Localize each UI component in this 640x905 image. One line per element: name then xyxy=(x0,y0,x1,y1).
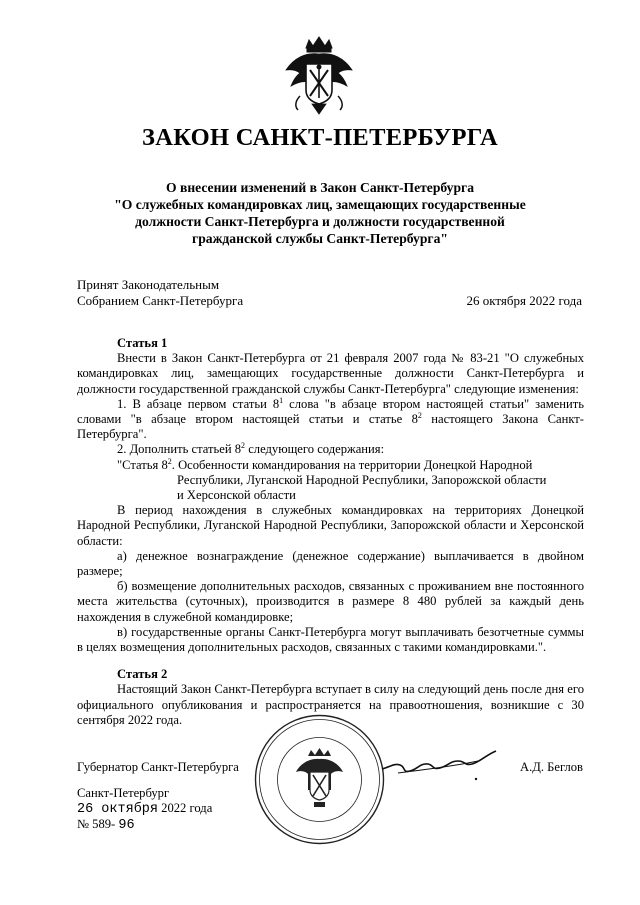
governor-name: А.Д. Беглов xyxy=(520,760,584,774)
subtitle-line: О внесении изменений в Закон Санкт-Петербурга xyxy=(166,180,474,195)
law-number: № 589- 96 xyxy=(77,817,135,833)
adoption-note xyxy=(77,277,377,309)
law-body xyxy=(77,336,584,728)
signing-date: 26 октября 2022 года xyxy=(77,801,213,817)
adoption-line: Принят Законодательным xyxy=(77,277,220,292)
subtitle-line: должности Санкт-Петербурга и должности государственной xyxy=(135,214,505,229)
signing-city: Санкт-Петербург xyxy=(77,786,170,800)
new-article-heading: "Статья $8^2$. Особенности командирования на территории Донецкой Народной xyxy=(117,456,533,472)
signing-block xyxy=(77,786,212,833)
article-1-item-1: 1. В абзаце первом статьи $8^1$ слова "в абзаце втором настоящей статьи" заменить словами "в абзаце втором настоящей статьи и статье $8^2$ настоящего Закона Санкт-Петербурга". xyxy=(77,395,584,442)
coat-of-arms-emblem xyxy=(276,34,362,120)
law-subtitle xyxy=(90,179,550,247)
new-article-item-b: б) возмещение дополнительных расходов, связанных с проживанием вне постоянного места жительства (суточных), производится в размере 8 480 рублей за каждый день нахождения в служебной командировке; xyxy=(77,579,584,624)
article-1-item-2: 2. Дополнить статьей $8^2$ следующего содержания: xyxy=(117,441,385,457)
subtitle-line: гражданской службы Санкт-Петербурга" xyxy=(192,231,448,246)
adoption-date: 26 октября 2022 года xyxy=(466,293,582,308)
governor-label: Губернатор Санкт-Петербурга xyxy=(77,760,239,774)
handwritten-signature xyxy=(380,737,500,787)
new-article-item-a: а) денежное вознаграждение (денежное содержание) выплачивается в двойном размере; xyxy=(77,548,584,579)
adoption-line: Собранием Санкт-Петербурга xyxy=(77,293,244,308)
new-article-heading-cont: Республики, Луганской Народной Республики, Запорожской области xyxy=(177,472,547,487)
official-seal xyxy=(252,712,387,847)
law-title: ЗАКОН САНКТ-ПЕТЕРБУРГА xyxy=(141,124,499,151)
new-article-paragraph: В период нахождения в служебных командировках на территориях Донецкой Народной Республики, Луганской Народной Республики, Запорожской области и Херсонской области: xyxy=(77,503,584,548)
new-article-heading-cont: и Херсонской области xyxy=(177,488,296,503)
article-2-heading: Статья 2 xyxy=(117,667,168,682)
article-1-intro: Внести в Закон Санкт-Петербурга от 21 февраля 2007 года № 83-21 "О служебных командировках лиц, замещающих государственные должности Санкт-Петербурга и должности государственной гражданской службы Санкт-Петербурга" следующие изменения: xyxy=(77,351,584,396)
article-2-text: Настоящий Закон Санкт-Петербурга вступает в силу на следующий день после дня его официального опубликования и распространяется на правоотношения, возникшие с 30 сентября 2022 года. xyxy=(77,682,584,727)
subtitle-line: "О служебных командировках лиц, замещающих государственные xyxy=(114,197,526,212)
article-1-heading: Статья 1 xyxy=(117,336,168,350)
new-article-item-c: в) государственные органы Санкт-Петербурга могут выплачивать безотчетные суммы в целях возмещения дополнительных расходов, связанных с такими командировками.". xyxy=(77,624,584,655)
